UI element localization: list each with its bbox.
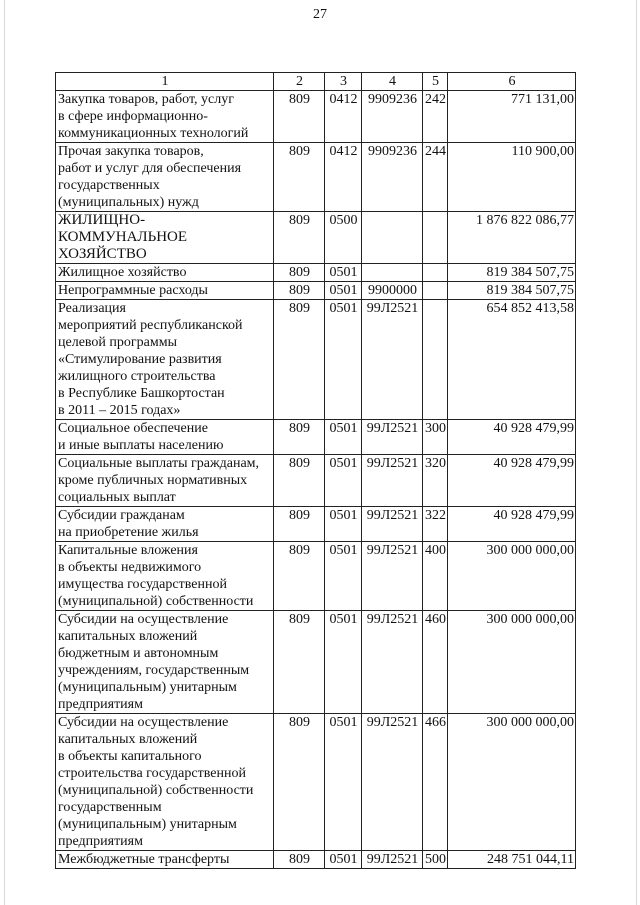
target-code: [362, 212, 423, 264]
table-row: [56, 282, 576, 300]
expense-name: Социальное обеспечение и иные выплаты населению: [56, 420, 274, 455]
table-row: [56, 300, 576, 420]
expense-name: Межбюджетные трансферты: [56, 851, 274, 869]
section-code: 0501: [325, 455, 362, 507]
amount: 819 384 507,75: [448, 282, 576, 300]
target-code: [362, 264, 423, 282]
expense-name: Субсидии на осуществление капитальных вложений в объекты капитального строительства государственной (муниципальной) собственности государственным (муниципальным) унитарным предприятиям: [56, 714, 274, 851]
section-code: 0501: [325, 264, 362, 282]
expense-type-code: 320: [423, 455, 448, 507]
expense-type-code: [423, 212, 448, 264]
target-code: 99Л2521: [362, 300, 423, 420]
expense-type-code: 244: [423, 143, 448, 212]
section-code: 0501: [325, 851, 362, 869]
expense-name: Субсидии гражданам на приобретение жилья: [56, 507, 274, 542]
section-code: 0412: [325, 143, 362, 212]
table-row: [56, 212, 576, 264]
amount: 300 000 000,00: [448, 542, 576, 611]
table-row: [56, 507, 576, 542]
expense-type-code: 300: [423, 420, 448, 455]
amount: 300 000 000,00: [448, 611, 576, 714]
section-code: 0501: [325, 611, 362, 714]
target-code: 99Л2521: [362, 455, 423, 507]
expense-name: ЖИЛИЩНО-КОММУНАЛЬНОЕ ХОЗЯЙСТВО: [56, 212, 274, 264]
amount: 771 131,00: [448, 91, 576, 143]
expense-type-code: 322: [423, 507, 448, 542]
target-code: 99Л2521: [362, 507, 423, 542]
grbs-code: 809: [274, 851, 325, 869]
grbs-code: 809: [274, 91, 325, 143]
table-header-row: [56, 73, 576, 91]
column-header: 4: [362, 73, 423, 91]
expense-type-code: 500: [423, 851, 448, 869]
grbs-code: 809: [274, 143, 325, 212]
table-row: [56, 455, 576, 507]
grbs-code: 809: [274, 507, 325, 542]
grbs-code: 809: [274, 455, 325, 507]
table-row: [56, 143, 576, 212]
amount: 819 384 507,75: [448, 264, 576, 282]
target-code: 99Л2521: [362, 714, 423, 851]
page-number: 27: [313, 7, 327, 22]
target-code: 99Л2521: [362, 851, 423, 869]
expense-name: Реализация мероприятий республиканской целевой программы «Стимулирование развития жилищного строительства в Республике Башкортостан в 2011 – 2015 годах»: [56, 300, 274, 420]
column-header: 3: [325, 73, 362, 91]
expense-type-code: 242: [423, 91, 448, 143]
expense-type-code: [423, 300, 448, 420]
column-header: 2: [274, 73, 325, 91]
table-row: [56, 264, 576, 282]
grbs-code: 809: [274, 212, 325, 264]
grbs-code: 809: [274, 611, 325, 714]
grbs-code: 809: [274, 264, 325, 282]
expense-name: Субсидии на осуществление капитальных вложений бюджетным и автономным учреждениям, государственным (муниципальным) унитарным предприятиям: [56, 611, 274, 714]
expense-name: Прочая закупка товаров, работ и услуг для обеспечения государственных (муниципальных) нужд: [56, 143, 274, 212]
scan-edge-right: [636, 0, 637, 905]
scan-edge-left: [4, 0, 5, 905]
section-code: 0500: [325, 212, 362, 264]
amount: 40 928 479,99: [448, 455, 576, 507]
expense-type-code: 466: [423, 714, 448, 851]
amount: 248 751 044,11: [448, 851, 576, 869]
section-code: 0501: [325, 420, 362, 455]
expense-type-code: 400: [423, 542, 448, 611]
grbs-code: 809: [274, 420, 325, 455]
column-header: 6: [448, 73, 576, 91]
amount: 1 876 822 086,77: [448, 212, 576, 264]
section-code: 0501: [325, 714, 362, 851]
table-row: [56, 542, 576, 611]
table-row: [56, 420, 576, 455]
expense-type-code: [423, 264, 448, 282]
expense-name: Капитальные вложения в объекты недвижимого имущества государственной (муниципальной) собственности: [56, 542, 274, 611]
target-code: 99Л2521: [362, 542, 423, 611]
grbs-code: 809: [274, 300, 325, 420]
expense-name: Непрограммные расходы: [56, 282, 274, 300]
grbs-code: 809: [274, 282, 325, 300]
section-code: 0501: [325, 300, 362, 420]
target-code: 9900000: [362, 282, 423, 300]
column-header: 5: [423, 73, 448, 91]
section-code: 0501: [325, 282, 362, 300]
amount: 40 928 479,99: [448, 507, 576, 542]
grbs-code: 809: [274, 714, 325, 851]
section-code: 0501: [325, 507, 362, 542]
target-code: 9909236: [362, 143, 423, 212]
target-code: 99Л2521: [362, 611, 423, 714]
amount: 110 900,00: [448, 143, 576, 212]
expense-type-code: [423, 282, 448, 300]
amount: 300 000 000,00: [448, 714, 576, 851]
amount: 40 928 479,99: [448, 420, 576, 455]
expense-name: Закупка товаров, работ, услуг в сфере информационно- коммуникационных технологий: [56, 91, 274, 143]
table-row: [56, 91, 576, 143]
table-row: [56, 611, 576, 714]
expense-name: Социальные выплаты гражданам, кроме публичных нормативных социальных выплат: [56, 455, 274, 507]
target-code: 9909236: [362, 91, 423, 143]
section-code: 0412: [325, 91, 362, 143]
expense-type-code: 460: [423, 611, 448, 714]
budget-table: [55, 72, 576, 869]
section-code: 0501: [325, 542, 362, 611]
target-code: 99Л2521: [362, 420, 423, 455]
table-row: [56, 851, 576, 869]
expense-name: Жилищное хозяйство: [56, 264, 274, 282]
table-row: [56, 714, 576, 851]
grbs-code: 809: [274, 542, 325, 611]
column-header: 1: [56, 73, 274, 91]
amount: 654 852 413,58: [448, 300, 576, 420]
